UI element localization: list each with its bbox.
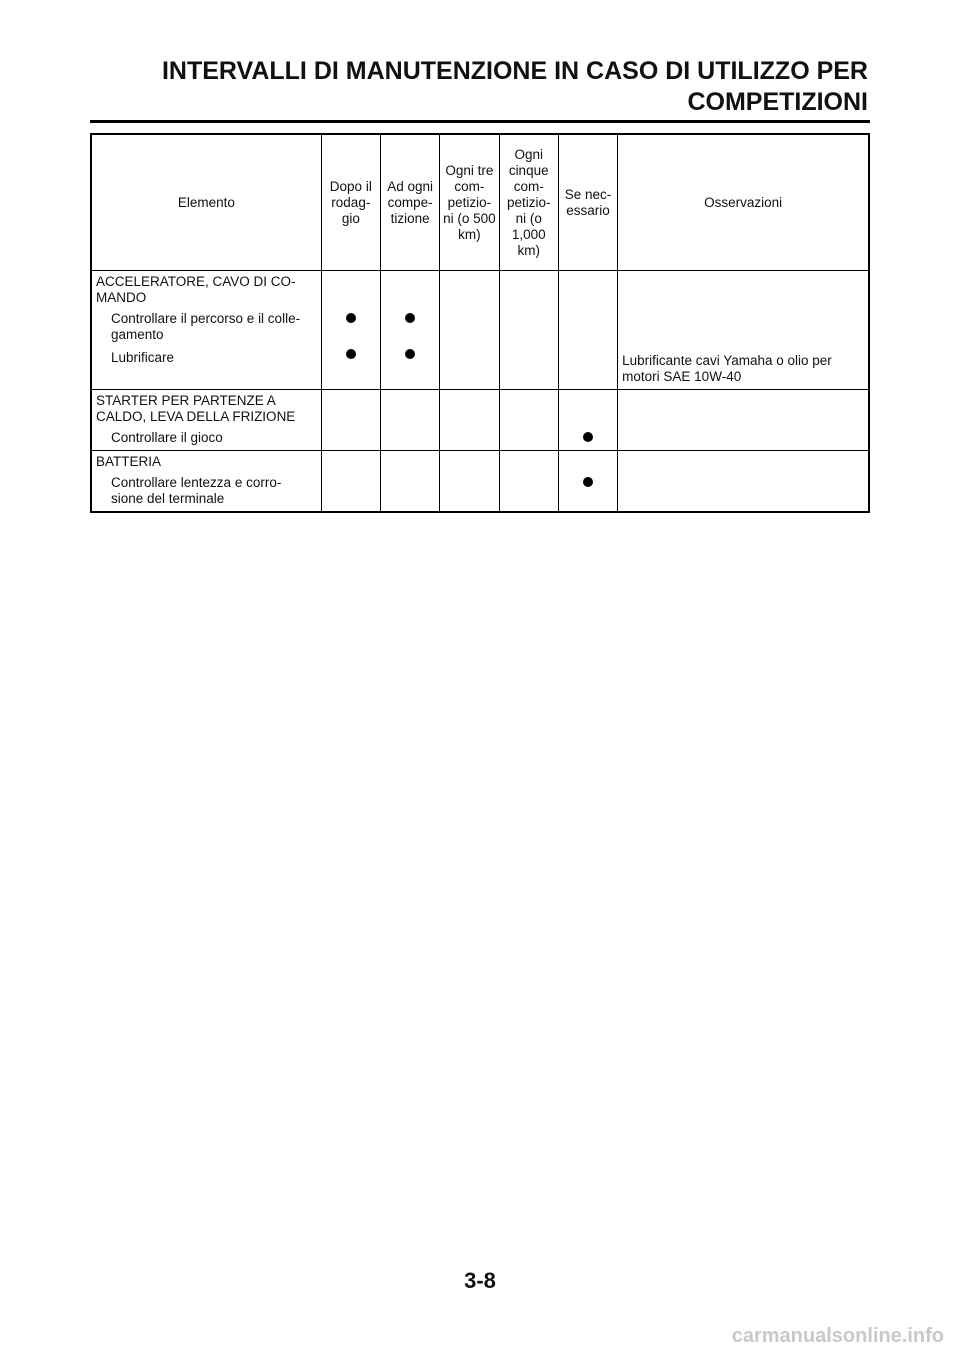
table-row bbox=[91, 390, 869, 451]
task-label: Lubrificare bbox=[111, 350, 175, 365]
check-dot-icon bbox=[405, 349, 415, 359]
interval-cell bbox=[440, 451, 499, 513]
notes-cell bbox=[618, 271, 869, 390]
column-header-ogni-tre: Ogni tre com- petizio- ni (o 500 km) bbox=[440, 134, 499, 271]
interval-cell bbox=[558, 271, 617, 390]
interval-cell bbox=[380, 390, 439, 451]
page-title-line2: COMPETIZIONI bbox=[687, 88, 868, 116]
group-title: STARTER PER PARTENZE A CALDO, LEVA DELLA FRIZIONE bbox=[96, 393, 296, 424]
check-dot-icon bbox=[583, 477, 593, 487]
column-header-ogni-competizione: Ad ogni compe- tizione bbox=[380, 134, 439, 271]
interval-cell bbox=[321, 390, 380, 451]
column-header-ogni-cinque: Ogni cinque com- petizio- ni (o 1,000 km) bbox=[499, 134, 558, 271]
check-dot-icon bbox=[346, 313, 356, 323]
maintenance-table bbox=[90, 133, 870, 513]
interval-cell bbox=[321, 271, 380, 390]
interval-cell bbox=[499, 451, 558, 513]
interval-cell bbox=[321, 451, 380, 513]
table-header-row bbox=[91, 134, 869, 271]
interval-cell bbox=[499, 271, 558, 390]
task-label: Controllare il percorso e il colle- gamento bbox=[111, 311, 301, 342]
group-title: ACCELERATORE, CAVO DI CO- MANDO bbox=[96, 274, 296, 305]
column-header-dopo-rodaggio: Dopo il rodag- gio bbox=[321, 134, 380, 271]
watermark: carmanualsonline.info bbox=[731, 1325, 944, 1347]
page-title bbox=[68, 56, 868, 118]
interval-cell bbox=[558, 390, 617, 451]
page-number: 3-8 bbox=[464, 1268, 496, 1293]
interval-cell bbox=[499, 390, 558, 451]
task-label: Controllare il gioco bbox=[111, 430, 223, 445]
column-header-se-necessario: Se nec- essario bbox=[558, 134, 617, 271]
interval-cell bbox=[440, 271, 499, 390]
check-dot-icon bbox=[346, 349, 356, 359]
interval-cell bbox=[440, 390, 499, 451]
check-dot-icon bbox=[405, 313, 415, 323]
title-divider bbox=[90, 120, 870, 123]
notes-cell bbox=[618, 390, 869, 451]
group-cell bbox=[91, 390, 321, 451]
group-cell bbox=[91, 271, 321, 390]
note-text: Lubrificante cavi Yamaha o olio per motori SAE 10W-40 bbox=[622, 353, 832, 384]
task-label: Controllare lentezza e corro- sione del terminale bbox=[111, 475, 282, 506]
notes-cell bbox=[618, 451, 869, 513]
table-row bbox=[91, 451, 869, 513]
interval-cell bbox=[380, 451, 439, 513]
interval-cell bbox=[558, 451, 617, 513]
column-header-elemento: Elemento bbox=[91, 134, 321, 271]
interval-cell bbox=[380, 271, 439, 390]
page-title-line1: INTERVALLI DI MANUTENZIONE IN CASO DI UTILIZZO PER bbox=[161, 57, 868, 85]
check-dot-icon bbox=[583, 432, 593, 442]
table-row bbox=[91, 271, 869, 390]
column-header-osservazioni: Osservazioni bbox=[618, 134, 869, 271]
group-cell bbox=[91, 451, 321, 513]
group-title: BATTERIA bbox=[96, 454, 162, 469]
